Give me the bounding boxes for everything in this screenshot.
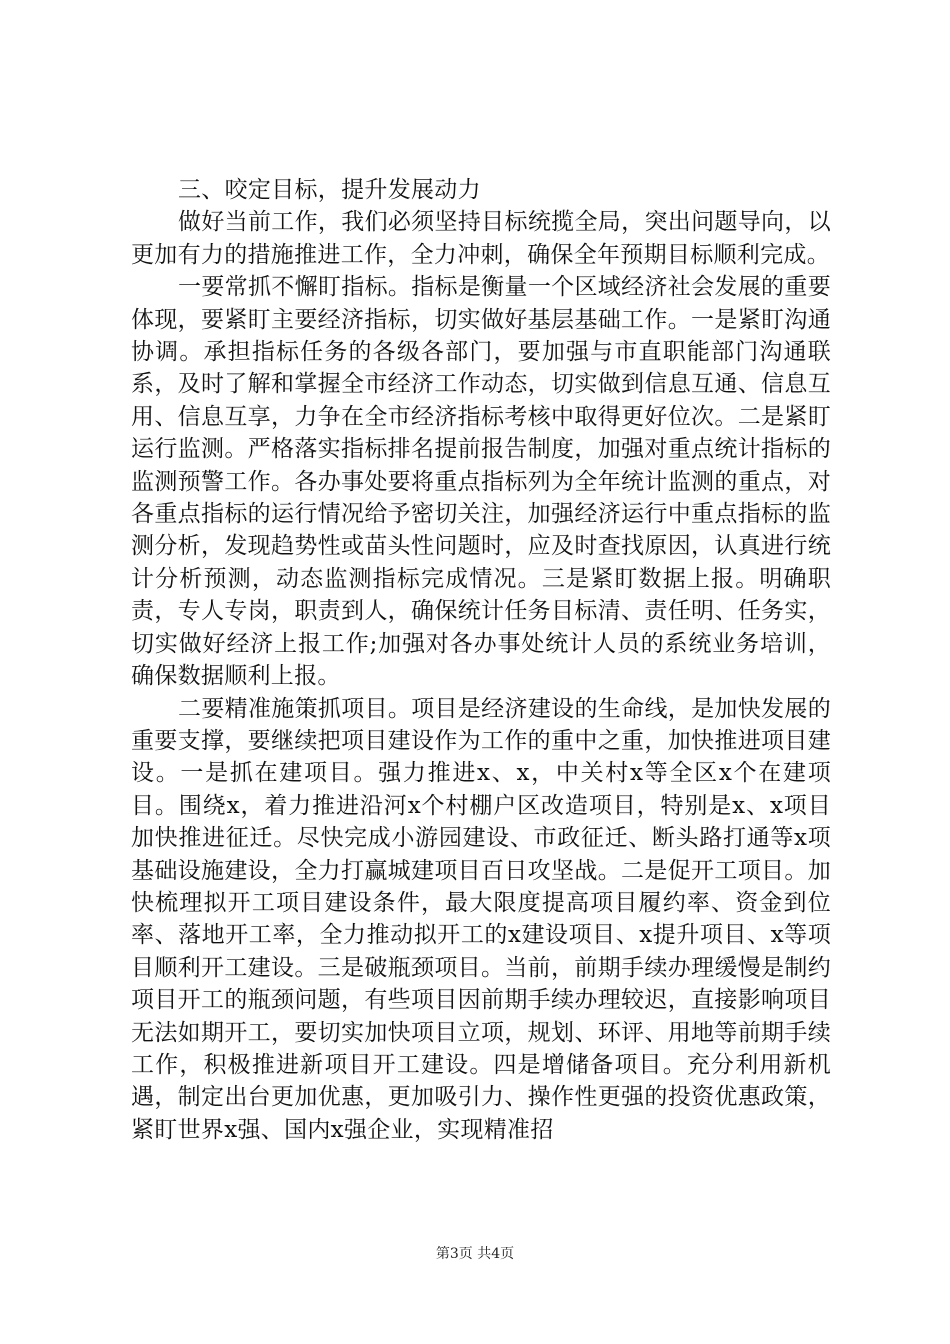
body-paragraph-indicators: 一要常抓不懈盯指标。指标是衡量一个区域经济社会发展的重要体现，要紧盯主要经济指标，切实做好基层基础工作。一是紧盯沟通协调。承担指标任务的各级各部门，要加强与市直职能部门沟通联系，及时了解和掌握全市经济工作动态，切实做到信息互通、信息互用、信息互享，力争在全市经济指标考核中取得更好位次。二是紧盯运行监测。严格落实指标排名提前报告制度，加强对重点统计指标的监测预警工作。各办事处要将重点指标列为全年统计监测的重点，对各重点指标的运行情况给予密切关注，加强经济运行中重点指标的监测分析，发现趋势性或苗头性问题时，应及时查找原因，认真进行统计分析预测，动态监测指标完成情况。三是紧盯数据上报。明确职责，专人专岗，职责到人，确保统计任务目标清、责任明、任务实，切实做好经济上报工作;加强对各办事处统计人员的系统业务培训，确保数据顺利上报。 <box>131 274 831 690</box>
document-body <box>131 174 831 1146</box>
page-number-footer: 第3页 共4页 <box>435 1246 515 1262</box>
body-paragraph-intro: 做好当前工作，我们必须坚持目标统揽全局，突出问题导向，以更加有力的措施推进工作，全力冲刺，确保全年预期目标顺利完成。 <box>131 209 831 268</box>
section-heading: 三、咬定目标，提升发展动力 <box>178 177 481 203</box>
body-paragraph-projects: 二要精准施策抓项目。项目是经济建设的生命线，是加快发展的重要支撑，要继续把项目建设作为工作的重中之重，加快推进项目建设。一是抓在建项目。强力推进x、x，中关村x等全区x个在建项目。围绕x，着力推进沿河x个村棚户区改造项目，特别是x、x项目加快推进征迁。尽快完成小游园建设、市政征迁、断头路打通等x项基础设施建设，全力打赢城建项目百日攻坚战。二是促开工项目。加快梳理拟开工项目建设条件，最大限度提高项目履约率、资金到位率、落地开工率，全力推动拟开工的x建设项目、x提升项目、x等项目顺利开工建设。三是破瓶颈项目。当前，前期手续办理缓慢是制约项目开工的瓶颈问题，有些项目因前期手续办理较迟，直接影响项目无法如期开工，要切实加快项目立项，规划、环评、用地等前期手续工作，积极推进新项目开工建设。四是增储备项目。充分利用新机遇，制定出台更加优惠，更加吸引力、操作性更强的投资优惠政策，紧盯世界x强、国内x强企业，实现精准招 <box>131 695 831 1143</box>
